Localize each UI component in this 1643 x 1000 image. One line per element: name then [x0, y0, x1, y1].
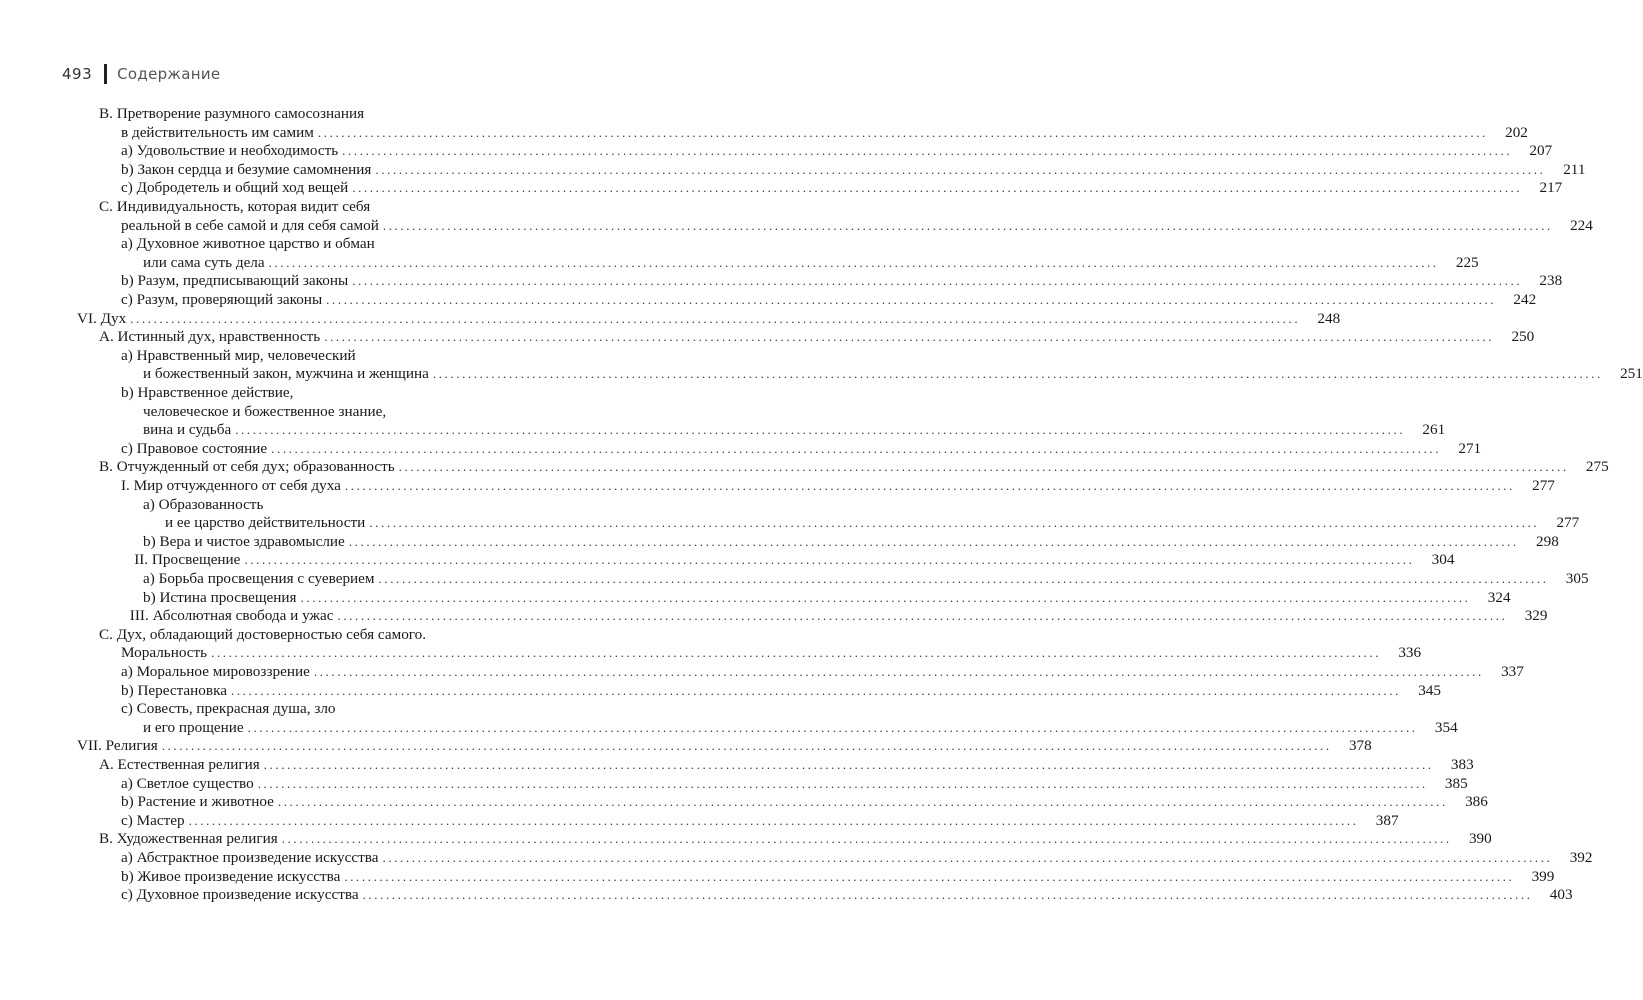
header-divider — [104, 64, 107, 84]
toc-entry[interactable] — [121, 123, 1528, 143]
toc-entry-page: 207 — [1529, 142, 1553, 160]
toc-entry-title: B. Претворение разумного самосознания — [99, 105, 365, 122]
toc-line — [0, 551, 1455, 570]
toc-entry-page: 238 — [1539, 272, 1563, 290]
toc-entry-page: 387 — [1375, 811, 1399, 829]
dot-leader: ........................................................................................................................................................................................................ — [352, 180, 1523, 196]
toc-entry-title: a) Духовное животное царство и обман — [121, 235, 375, 253]
dot-leader: ........................................................................................................................................................................................................ — [337, 608, 1508, 624]
dot-leader: ........................................................................................................................................................................................................ — [211, 645, 1382, 661]
dot-leader: ........................................................................................................................................................................................................ — [352, 273, 1523, 289]
running-header — [62, 62, 220, 86]
toc-entry-page: 354 — [1434, 718, 1458, 736]
toc-line — [0, 867, 1555, 887]
toc-entry-page: 390 — [1468, 830, 1492, 848]
toc-entry[interactable] — [121, 142, 1553, 161]
toc-entry-page: 277 — [1532, 477, 1555, 494]
toc-line — [0, 198, 675, 217]
toc-entry[interactable] — [143, 532, 1559, 552]
toc-entry-title: b) Перестановка — [121, 681, 227, 699]
toc-entry-page: 385 — [1444, 774, 1468, 792]
toc-entry-title: a) Нравственный мир, человеческий — [121, 346, 356, 364]
toc-entry[interactable] — [121, 384, 612, 403]
toc-entry[interactable] — [143, 421, 1446, 440]
dot-leader: ........................................................................................................................................................................................................ — [300, 589, 1471, 605]
dot-leader: ........................................................................................................................................................................................................ — [313, 664, 1484, 679]
toc-entry-page: 329 — [1524, 607, 1548, 625]
toc-entry-page: 304 — [1431, 551, 1455, 569]
toc-entry-page: 225 — [1455, 253, 1479, 271]
dot-leader: ........................................................................................................................................................................................................ — [375, 161, 1546, 177]
toc-line — [0, 588, 1511, 608]
dot-leader: ........................................................................................................................................................................................................ — [271, 440, 1442, 456]
toc-line — [0, 849, 1593, 868]
toc-line — [0, 811, 1399, 831]
toc-entry-title: B. Художественная религия — [99, 830, 278, 848]
toc-line — [0, 160, 1586, 180]
toc-line — [0, 291, 1537, 310]
toc-line — [0, 123, 1528, 143]
toc-entry[interactable] — [99, 458, 1609, 477]
toc-entry-page: 403 — [1549, 886, 1573, 904]
toc-line — [0, 365, 1643, 384]
toc-entry-page: 277 — [1556, 514, 1580, 532]
toc-entry[interactable] — [143, 570, 1589, 589]
toc-entry[interactable] — [99, 105, 612, 124]
toc-entry-title: I. Мир отчужденного от себя духа — [121, 477, 341, 494]
toc-entry[interactable] — [121, 774, 1468, 794]
dot-leader: ........................................................................................................................................................................................................ — [382, 850, 1553, 865]
toc-entry[interactable] — [121, 681, 1441, 701]
toc-entry[interactable] — [134, 551, 1455, 570]
running-title: Содержание — [117, 65, 221, 83]
toc-entry-title: человеческое и божественное знание, — [143, 402, 387, 420]
toc-line — [0, 179, 1563, 198]
toc-line — [0, 681, 1441, 701]
dot-leader: ........................................................................................................................................................................................................ — [344, 478, 1515, 493]
toc-entry[interactable] — [77, 737, 1372, 756]
toc-entry-page: 378 — [1348, 737, 1372, 755]
dot-leader: ........................................................................................................................................................................................................ — [362, 887, 1533, 903]
toc-entry-title: и его прощение — [143, 718, 244, 736]
toc-line — [0, 235, 675, 254]
toc-entry-title: II. Просвещение — [134, 551, 241, 569]
toc-entry-page: 202 — [1505, 123, 1528, 141]
toc-line — [0, 216, 1593, 236]
dot-leader: ........................................................................................................................................................................................................ — [230, 682, 1401, 698]
dot-leader: ........................................................................................................................................................................................................ — [130, 310, 1301, 326]
toc-entry-page: 211 — [1563, 160, 1586, 178]
toc-entry-title: a) Удовольствие и необходимость — [121, 142, 339, 160]
toc-entry-page: 386 — [1465, 793, 1488, 811]
dot-leader: ........................................................................................................................................................................................................ — [268, 254, 1439, 270]
toc-line — [0, 626, 675, 645]
dot-leader: ........................................................................................................................................................................................................ — [378, 571, 1549, 586]
toc-entry-page: 336 — [1398, 644, 1422, 662]
toc-entry-title: Моральность — [121, 644, 208, 662]
toc-entry-title: VI. Дух — [77, 309, 127, 327]
toc-entry-title: c) Духовное произведение искусства — [121, 886, 359, 904]
toc-line — [0, 514, 1580, 533]
toc-line — [0, 607, 1548, 626]
toc-entry-page: 324 — [1487, 588, 1511, 606]
toc-line — [0, 384, 675, 403]
toc-entry[interactable] — [121, 179, 1563, 198]
toc-entry-page: 392 — [1569, 849, 1593, 866]
toc-entry[interactable] — [121, 160, 1586, 180]
toc-entry-title: VII. Религия — [77, 737, 158, 755]
toc-entry[interactable] — [143, 496, 612, 515]
toc-entry[interactable] — [121, 849, 1593, 868]
toc-entry-title: A. Естественная религия — [99, 756, 260, 773]
dot-leader: ........................................................................................................................................................................................................ — [257, 775, 1428, 791]
toc-entry[interactable] — [129, 607, 1548, 626]
toc-entry[interactable] — [121, 644, 1422, 663]
dot-leader: ........................................................................................................................................................................................................ — [317, 124, 1488, 140]
page-number: 493 — [62, 65, 93, 83]
toc-entry-title: c) Разум, проверяющий законы — [121, 291, 323, 308]
toc-line — [0, 309, 1341, 329]
toc-entry-title: b) Нравственное действие, — [121, 384, 294, 401]
toc-line — [0, 700, 675, 719]
toc-entry[interactable] — [121, 700, 612, 719]
toc-entry-title: a) Борьба просвещения с суеверием — [143, 570, 375, 587]
toc-entry-title: b) Истина просвещения — [143, 588, 297, 606]
toc-line — [0, 532, 1559, 552]
toc-entry-title: реальной в себе самой и для себя самой — [121, 216, 379, 234]
toc-entry[interactable] — [121, 291, 1537, 310]
toc-entry[interactable] — [77, 309, 1341, 329]
toc-entry[interactable] — [121, 867, 1555, 887]
dot-leader: ........................................................................................................................................................................................................ — [398, 459, 1569, 475]
toc-line — [0, 477, 1555, 496]
toc-entry[interactable] — [99, 328, 1535, 347]
toc-line — [0, 421, 1446, 440]
dot-leader: ........................................................................................................................................................................................................ — [382, 217, 1553, 233]
toc-entry[interactable] — [99, 626, 612, 645]
toc-entry-title: a) Моральное мировоззрение — [121, 663, 310, 680]
toc-entry[interactable] — [121, 663, 1524, 682]
toc-entry[interactable] — [99, 756, 1474, 775]
toc-line — [0, 886, 1573, 905]
toc-entry-title: b) Растение и животное — [121, 793, 274, 811]
toc-line — [0, 328, 1535, 347]
dot-leader: ........................................................................................................................................................................................................ — [247, 719, 1418, 735]
toc-line — [0, 439, 1482, 459]
dot-leader: ........................................................................................................................................................................................................ — [344, 868, 1515, 884]
toc-entry[interactable] — [165, 514, 1580, 533]
dot-leader: ........................................................................................................................................................................................................ — [432, 366, 1603, 382]
toc-line — [0, 663, 1524, 682]
toc-line — [0, 718, 1458, 738]
toc-line — [0, 458, 1609, 477]
toc-entry-page: 251 — [1620, 365, 1643, 383]
toc-line — [0, 830, 1492, 849]
toc-entry-title: a) Абстрактное произведение искусства — [121, 849, 379, 866]
toc-line — [0, 774, 1468, 794]
toc-line — [0, 756, 1474, 775]
toc-entry[interactable] — [99, 830, 1492, 849]
toc-entry[interactable] — [121, 793, 1488, 812]
toc-entry-page: 217 — [1539, 179, 1563, 197]
toc-line — [0, 253, 1479, 273]
dot-leader: ........................................................................................................................................................................................................ — [263, 757, 1434, 772]
toc-entry[interactable] — [121, 235, 612, 254]
toc-entry-page: 224 — [1570, 216, 1593, 234]
toc-entry-page: 345 — [1418, 681, 1441, 699]
toc-entry[interactable] — [143, 403, 612, 422]
toc-entry-title: b) Вера и чистое здравомыслие — [143, 532, 345, 550]
toc-entry-title: A. Истинный дух, нравственность — [99, 328, 321, 346]
toc-entry-title: и ее царство действительности — [165, 514, 366, 532]
dot-leader: ........................................................................................................................................................................................................ — [161, 738, 1332, 754]
toc-entry-title: a) Образованность — [143, 495, 264, 513]
toc-line — [0, 105, 675, 124]
dot-leader: ........................................................................................................................................................................................................ — [369, 515, 1540, 531]
toc-entry-page: 242 — [1513, 291, 1537, 308]
toc-entry[interactable] — [121, 439, 1482, 459]
toc-entry-page: 271 — [1458, 439, 1482, 457]
toc-entry-title: в действительность им самим — [121, 123, 314, 141]
toc-entry[interactable] — [99, 198, 612, 217]
dot-leader: ........................................................................................................................................................................................................ — [244, 552, 1415, 568]
toc-entry-title: вина и судьба — [143, 421, 232, 439]
toc-entry-title: b) Закон сердца и безумие самомнения — [121, 160, 372, 178]
toc-entry[interactable] — [121, 477, 1555, 496]
toc-entry-title: B. Отчужденный от себя дух; образованность — [99, 458, 395, 476]
dot-leader: ........................................................................................................................................................................................................ — [235, 422, 1406, 438]
toc-line — [0, 272, 1563, 291]
toc-line — [0, 644, 1422, 663]
toc-entry-page: 261 — [1422, 421, 1446, 439]
toc-entry-title: III. Абсолютная свобода и ужас — [129, 607, 334, 625]
toc-entry-title: C. Дух, обладающий достоверностью себя самого. — [99, 625, 427, 643]
toc-entry-page: 298 — [1536, 532, 1559, 550]
toc-entry-page: 248 — [1317, 309, 1341, 327]
dot-leader: ........................................................................................................................................................................................................ — [281, 831, 1452, 847]
dot-leader: ........................................................................................................................................................................................................ — [188, 812, 1359, 828]
toc-entry[interactable] — [121, 272, 1563, 291]
toc-entry-page: 275 — [1585, 458, 1609, 476]
toc-entry-title: a) Светлое существо — [121, 774, 254, 792]
toc-entry[interactable] — [121, 347, 612, 366]
toc-entry[interactable] — [143, 253, 1479, 273]
toc-entry-page: 305 — [1565, 570, 1589, 587]
toc-line — [0, 496, 675, 515]
toc-line — [0, 142, 1553, 161]
toc-entry-title: b) Живое произведение искусства — [121, 867, 341, 885]
toc-entry-title: c) Совесть, прекрасная душа, зло — [121, 700, 336, 718]
dot-leader: ........................................................................................................................................................................................................ — [277, 794, 1448, 810]
toc-entry-title: или сама суть дела — [143, 253, 265, 271]
toc-line — [0, 570, 1589, 589]
toc-entry-page: 399 — [1531, 867, 1555, 885]
toc-entry-page: 250 — [1511, 328, 1535, 346]
toc-entry[interactable] — [143, 365, 1643, 384]
toc-entry-title: и божественный закон, мужчина и женщина — [143, 365, 429, 383]
toc-entry-title: c) Добродетель и общий ход вещей — [121, 179, 349, 197]
toc-entry-title: c) Правовое состояние — [121, 439, 268, 457]
dot-leader: ........................................................................................................................................................................................................ — [348, 533, 1519, 549]
toc-entry-page: 337 — [1501, 663, 1524, 680]
toc-line — [0, 403, 675, 422]
dot-leader: ........................................................................................................................................................................................................ — [324, 329, 1495, 345]
dot-leader: ........................................................................................................................................................................................................ — [342, 143, 1513, 159]
toc-line — [0, 737, 1372, 756]
toc-entry[interactable] — [121, 216, 1593, 236]
toc-entry[interactable] — [143, 588, 1511, 608]
toc-entry[interactable] — [143, 718, 1458, 738]
toc-entry[interactable] — [121, 886, 1573, 905]
toc-entry-title: c) Мастер — [121, 811, 185, 829]
toc-entry[interactable] — [121, 811, 1399, 831]
toc-line — [0, 347, 675, 366]
toc-entry-title: C. Индивидуальность, которая видит себя — [99, 198, 371, 215]
toc-line — [0, 793, 1488, 812]
toc-entry-page: 383 — [1450, 756, 1474, 773]
toc-entry-title: b) Разум, предписывающий законы — [121, 272, 349, 290]
dot-leader: ........................................................................................................................................................................................................ — [326, 292, 1497, 307]
